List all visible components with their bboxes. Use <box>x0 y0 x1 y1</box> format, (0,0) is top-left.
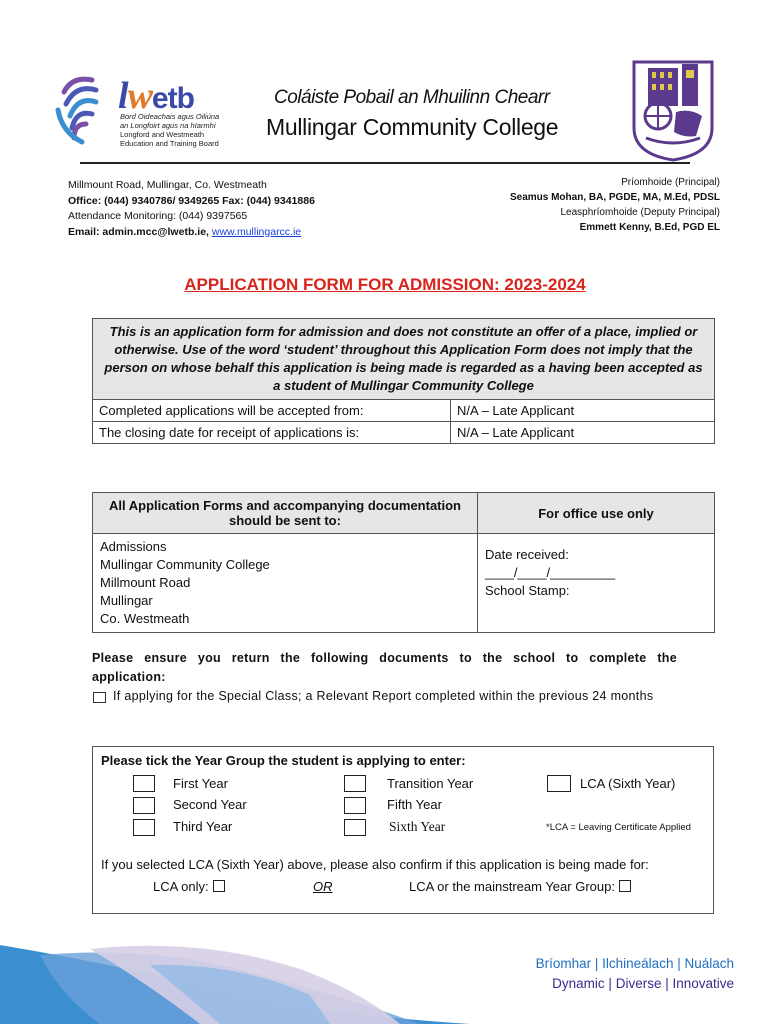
fifth-year-checkbox[interactable] <box>344 797 366 814</box>
footer-wave-graphic <box>0 935 470 1024</box>
lca-only-label: LCA only: <box>153 879 209 894</box>
table-row <box>93 422 715 444</box>
lwetb-subtitle: Bord Oideachais agus Oiliúna an Longfoirt agus na hIarmhí Longford and Westmeath Education and Training Board <box>120 112 220 148</box>
year-group-section <box>92 746 714 914</box>
date-received-field[interactable]: ____/____/_________ <box>485 565 616 580</box>
principal-title: Príomhoide (Principal) <box>621 177 720 188</box>
first-year-label: First Year <box>173 776 228 791</box>
lwetb-swirl-logo <box>52 70 114 148</box>
date-value[interactable]: N/A – Late Applicant <box>451 400 715 422</box>
lca-only-option <box>153 879 225 894</box>
second-year-label: Second Year <box>173 797 247 812</box>
or-label: OR <box>313 879 333 894</box>
third-year-checkbox[interactable] <box>133 819 155 836</box>
transition-year-label: Transition Year <box>387 776 474 791</box>
date-label: The closing date for receipt of applications is: <box>93 422 451 444</box>
lca-mainstream-option <box>409 879 631 894</box>
year-group-title: Please tick the Year Group the student is applying to enter: <box>101 753 466 768</box>
send-to-address: Admissions Mullingar Community College Millmount Road Mullingar Co. Westmeath <box>93 534 478 633</box>
staff-block <box>510 175 720 235</box>
lca-only-checkbox[interactable] <box>213 880 225 892</box>
documents-intro: Please ensure you return the following documents to the school to complete the application: <box>92 651 677 684</box>
sixth-year-checkbox[interactable] <box>344 819 366 836</box>
admission-info-table <box>92 318 715 444</box>
college-crest-icon <box>630 58 716 162</box>
school-stamp-label: School Stamp: <box>485 583 570 598</box>
fifth-year-label: Fifth Year <box>387 797 442 812</box>
third-year-label: Third Year <box>173 819 233 834</box>
deputy-title: Leasphríomhoide (Deputy Principal) <box>560 207 720 218</box>
lca-confirm-text: If you selected LCA (Sixth Year) above, please also confirm if this application is being made for: <box>101 857 649 872</box>
deputy-name: Emmett Kenny, B.Ed, PGD EL <box>579 222 720 233</box>
slogan-english: Dynamic | Diverse | Innovative <box>552 976 734 991</box>
date-value[interactable]: N/A – Late Applicant <box>451 422 715 444</box>
disclaimer-text: This is an application form for admission and does not constitute an offer of a place, implied or otherwise. Use of the word ‘student’ throughout this Application Form does not imply that the person on whose behalf this application is being made is regarded as a having been accepted as a student of Mullingar Community College <box>93 319 715 400</box>
office-use-header: For office use only <box>478 493 715 534</box>
lca-label: LCA (Sixth Year) <box>580 776 676 791</box>
send-to-header: All Application Forms and accompanying documentation should be sent to: <box>93 493 478 534</box>
email-line: Email: admin.mcc@lwetb.ie, www.mullingarcc.ie <box>68 225 302 238</box>
college-name-english: Mullingar Community College <box>266 114 559 140</box>
lwetb-wordmark: lwetb <box>118 75 194 117</box>
lca-checkbox[interactable] <box>547 775 571 792</box>
office-use-cell <box>478 534 715 633</box>
lca-mainstream-checkbox[interactable] <box>619 880 631 892</box>
school-address-block <box>68 178 315 240</box>
college-name-irish: Coláiste Pobail an Mhuilinn Chearr <box>274 87 550 108</box>
transition-year-checkbox[interactable] <box>344 775 366 792</box>
document-item-text: If applying for the Special Class; a Relevant Report completed within the previous 24 months <box>113 689 654 703</box>
list-item <box>92 687 677 706</box>
address-line: Millmount Road, Mullingar, Co. Westmeath <box>68 179 267 191</box>
document-checkbox[interactable] <box>93 692 106 703</box>
form-title: APPLICATION FORM FOR ADMISSION: 2023-2024 <box>184 275 586 294</box>
attendance-line: Attendance Monitoring: (044) 9397565 <box>68 210 248 222</box>
slogan-irish: Bríomhar | Ilchineálach | Nuálach <box>535 956 734 971</box>
principal-name: Seamus Mohan, BA, PGDE, MA, M.Ed, PDSL <box>509 192 720 203</box>
date-received-label: Date received: <box>485 547 569 562</box>
lca-note: *LCA = Leaving Certificate Applied <box>546 822 691 833</box>
lca-mainstream-label: LCA or the mainstream Year Group: <box>409 879 615 894</box>
documents-section <box>92 649 677 706</box>
header-divider <box>80 162 690 164</box>
phone-line: Office: (044) 9340786/ 9349265 Fax: (044) 9341886 <box>68 194 315 207</box>
send-to-table <box>92 492 715 633</box>
date-label: Completed applications will be accepted from: <box>93 400 451 422</box>
website-link[interactable]: www.mullingarcc.ie <box>211 225 302 238</box>
second-year-checkbox[interactable] <box>133 797 155 814</box>
sixth-year-label: Sixth Year <box>389 819 446 834</box>
table-row <box>93 400 715 422</box>
first-year-checkbox[interactable] <box>133 775 155 792</box>
